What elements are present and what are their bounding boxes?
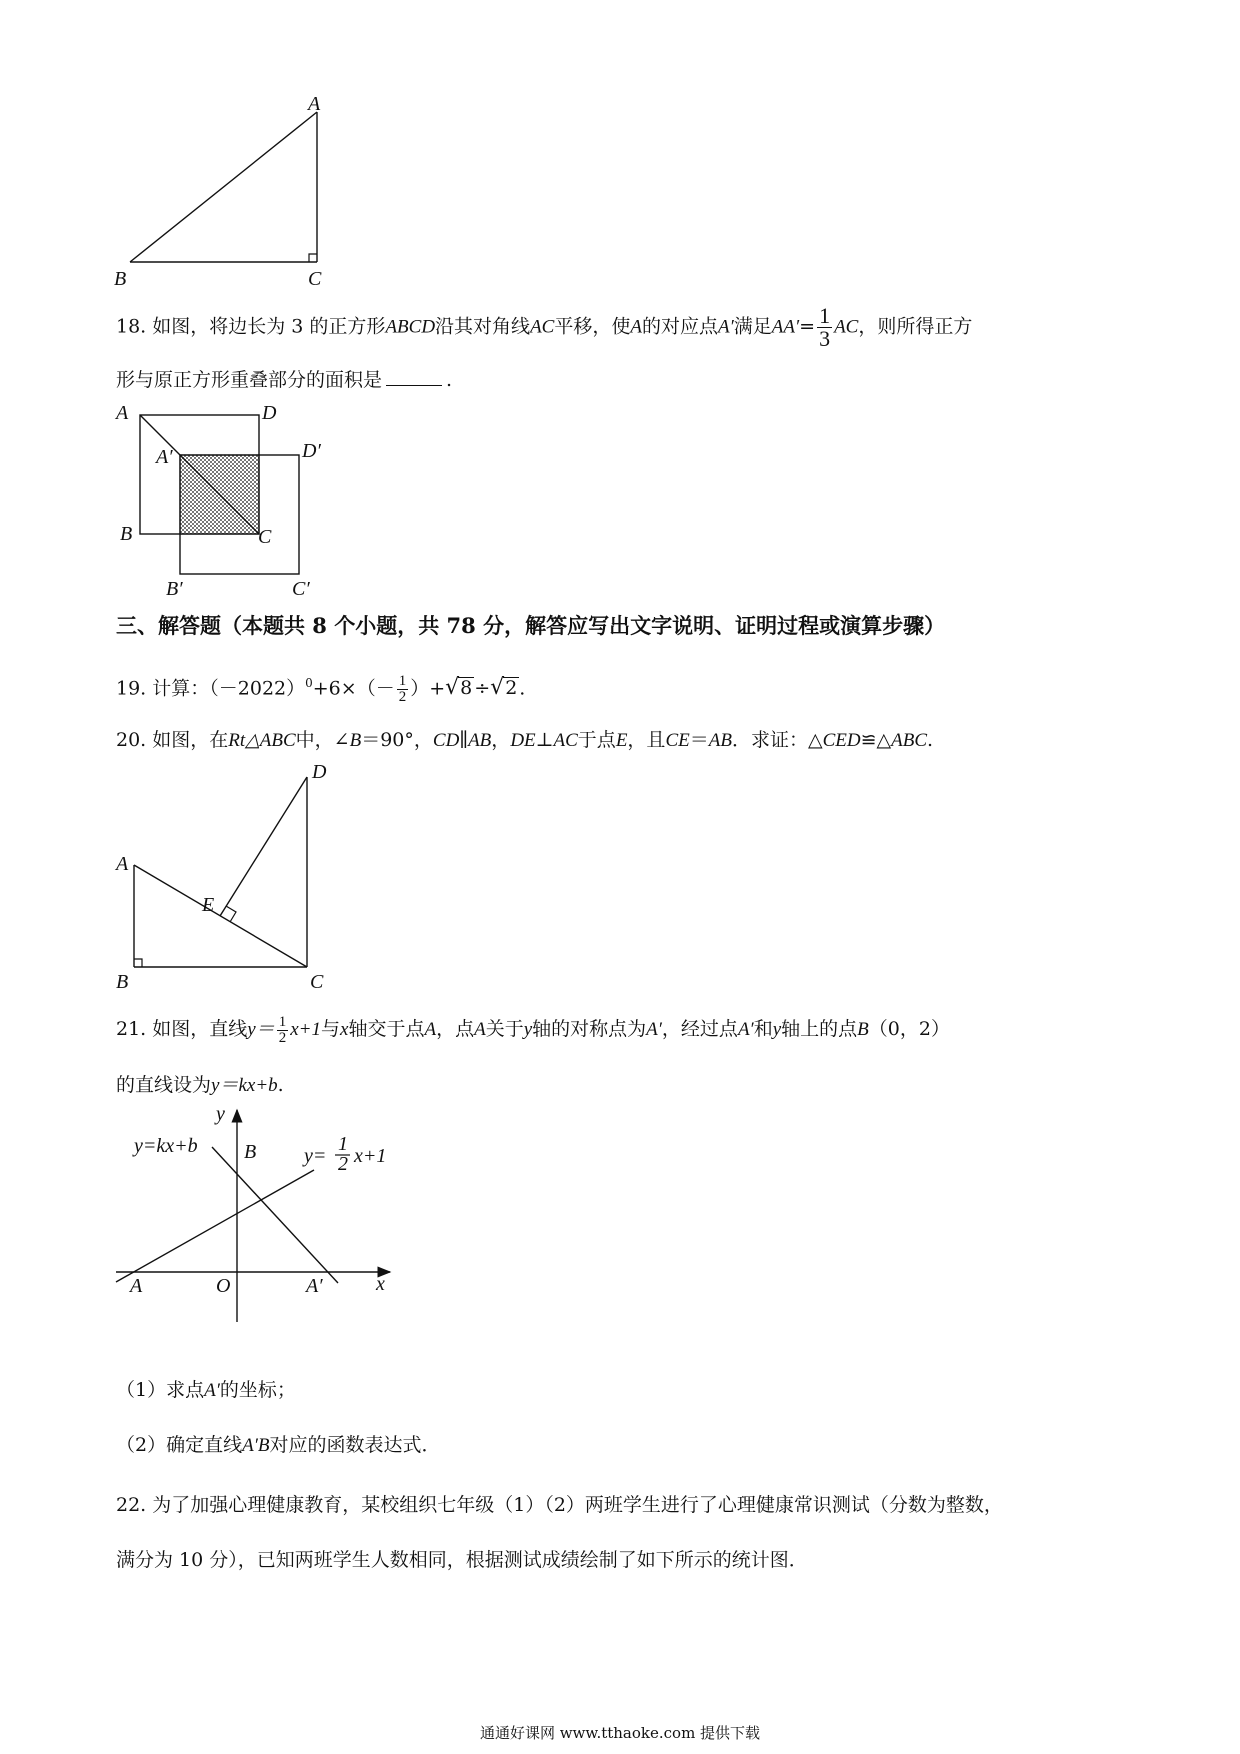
sqrt-8: √ 8 bbox=[445, 675, 473, 701]
label-a-prime: A′ bbox=[156, 446, 173, 468]
question-22-line1: 22. 为了加强心理健康教育，某校组织七年级（1）（2）两班学生进行了心理健康常识测试（分数为整数， bbox=[116, 1494, 1003, 1516]
coordinate-plane-figure bbox=[110, 1100, 410, 1330]
label-a-prime: A′ bbox=[306, 1275, 323, 1297]
label-d: D bbox=[312, 761, 327, 783]
question-21-part-1: （1）求点A′的坐标； bbox=[116, 1379, 296, 1401]
question-21-part-2: （2）确定直线A′B对应的函数表达式． bbox=[116, 1434, 441, 1456]
question-19: 19. 计算：$(-2022)^0+6\times(-$ $\frac{1}{2}$ ）+ √ 8 ÷ √ 2 . bbox=[116, 672, 526, 705]
label-e: E bbox=[202, 894, 215, 916]
label-d-prime: D′ bbox=[302, 440, 321, 462]
label-b: B bbox=[114, 268, 127, 290]
label-c-prime: C′ bbox=[292, 578, 310, 600]
label-d: D bbox=[262, 402, 277, 424]
fraction-one-third: $\frac{1}{3}$ bbox=[819, 303, 831, 351]
line-kx-b-label: y=kx+b bbox=[134, 1135, 198, 1157]
section-3-heading: 三、解答题（本题共 8 个小题，共 78 分，解答应写出文字说明、证明过程或演算步骤） bbox=[116, 613, 946, 638]
label-c: C bbox=[310, 971, 324, 993]
answer-blank[interactable] bbox=[386, 371, 442, 386]
origin-label: O bbox=[216, 1275, 231, 1297]
label-a: A bbox=[116, 853, 129, 875]
question-18-line1: 18. 如图，将边长为 3 的正方形ABCD沿其对角线AC平移，使A的对应点A′满足AA′= $\frac{1}{3}$ AC，则所得正方 bbox=[116, 303, 973, 351]
sqrt-2: √ 2 bbox=[490, 675, 518, 701]
triangle-abc-figure bbox=[110, 95, 330, 290]
right-triangle-cd-figure bbox=[110, 760, 350, 1000]
question-21-line2: 的直线设为y＝kx+b. bbox=[116, 1074, 284, 1096]
y-axis-label: y bbox=[216, 1103, 225, 1125]
question-18-line2: 形与原正方形重叠部分的面积是 . bbox=[116, 369, 453, 391]
label-c: C bbox=[258, 526, 272, 548]
fraction-one-half: $\frac{1}{2}$ bbox=[398, 672, 407, 705]
label-a: A bbox=[308, 93, 321, 115]
label-b: B bbox=[120, 523, 133, 545]
line-half-den: 2 bbox=[338, 1153, 348, 1175]
question-22-line2: 满分为 10 分），已知两班学生人数相同，根据测试成绩绘制了如下所示的统计图． bbox=[116, 1549, 808, 1571]
label-b: B bbox=[244, 1141, 257, 1163]
x-axis-label: x bbox=[376, 1273, 385, 1295]
translated-squares-figure bbox=[110, 402, 340, 605]
label-a: A bbox=[116, 402, 129, 424]
line-half-x-prefix: y= bbox=[304, 1145, 327, 1167]
line-half-num: 1 bbox=[338, 1133, 348, 1155]
label-b: B bbox=[116, 971, 129, 993]
question-21-line1: 21. 如图，直线y＝ $\frac{1}{2}$ x+1与x轴交于点A，点A关于y轴的对称点为A′，经过点A′和y轴上的点B（0，2） bbox=[116, 1013, 950, 1046]
label-b-prime: B′ bbox=[166, 578, 183, 600]
line-half-x-suffix: x+1 bbox=[354, 1145, 387, 1167]
page-footer: 通通好课网 www.tthaoke.com 提供下载 bbox=[479, 1724, 761, 1742]
label-c: C bbox=[308, 268, 322, 290]
fraction-one-half: $\frac{1}{2}$ bbox=[278, 1013, 287, 1046]
label-a: A bbox=[130, 1275, 143, 1297]
question-20: 20. 如图，在Rt△ABC中，∠B＝90°，CD∥AB，DE⊥AC于点E，且CE＝AB．求证：△CED≌△ABC. bbox=[116, 729, 934, 751]
